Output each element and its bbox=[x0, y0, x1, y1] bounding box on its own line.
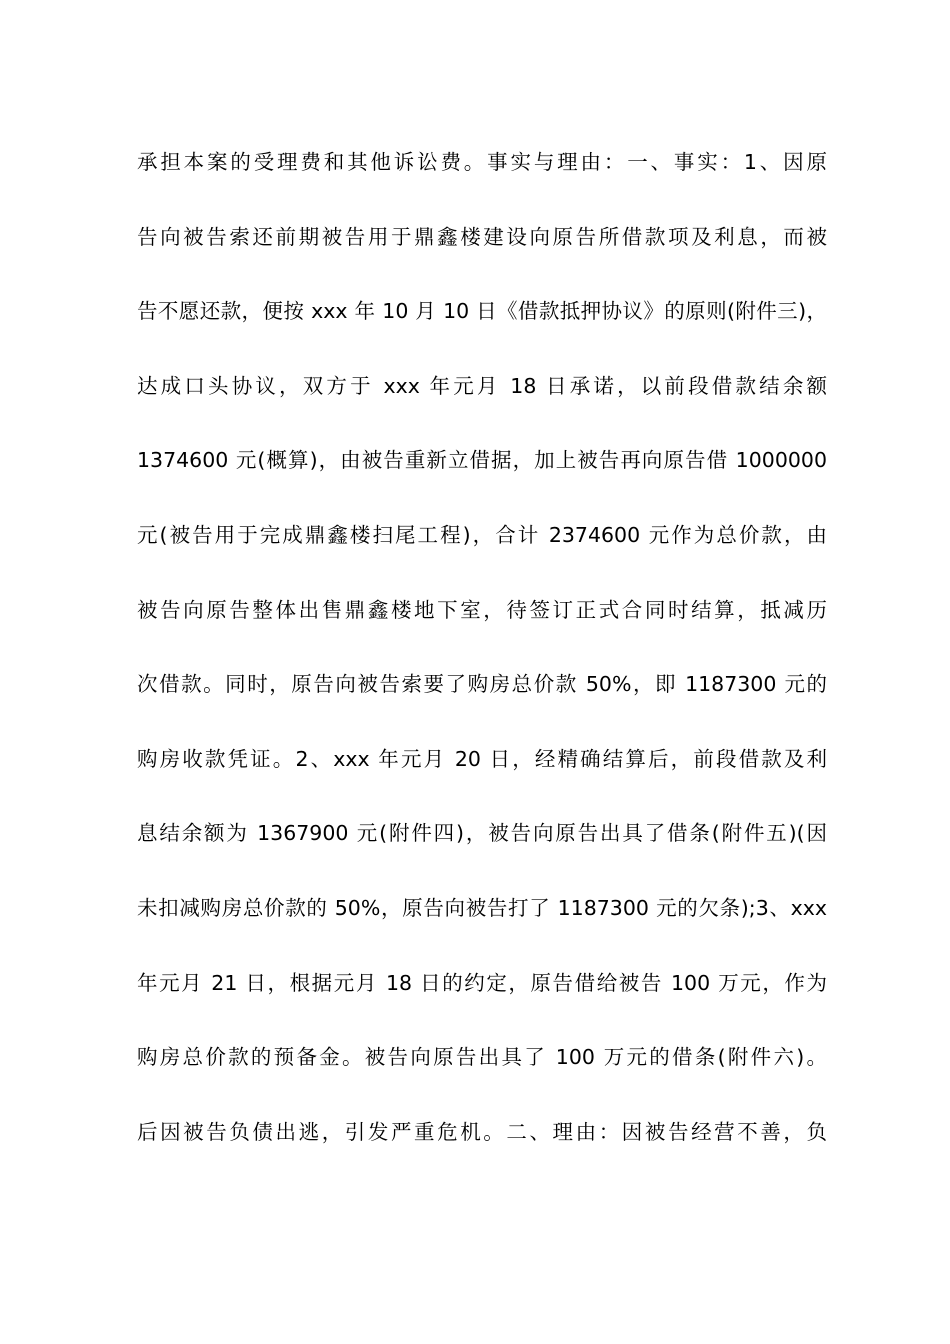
text-line: 被告向原告整体出售鼎鑫楼地下室，待签订正式合同时结算，抵减历 bbox=[137, 597, 827, 622]
text-line: 未扣减购房总价款的 50%，原告向被告打了 1187300 元的欠条);3、xxx bbox=[137, 895, 827, 920]
text-line: 告不愿还款，便按 xxx 年 10 月 10 日《借款抵押协议》的原则(附件三)， bbox=[137, 299, 827, 324]
text-line: 元(被告用于完成鼎鑫楼扫尾工程)，合计 2374600 元作为总价款，由 bbox=[137, 522, 827, 547]
body-text bbox=[137, 141, 827, 1185]
text-line: 年元月 21 日，根据元月 18 日的约定，原告借给被告 100 万元，作为 bbox=[137, 970, 827, 995]
text-line: 承担本案的受理费和其他诉讼费。事实与理由：一、事实：1、因原 bbox=[137, 150, 827, 174]
text-line: 告向被告索还前期被告用于鼎鑫楼建设向原告所借款项及利息，而被 bbox=[137, 224, 827, 249]
text-line: 购房收款凭证。2、xxx 年元月 20 日，经精确结算后，前段借款及利 bbox=[137, 746, 827, 771]
text-line: 1374600 元(概算)，由被告重新立借据，加上被告再向原告借 1000000 bbox=[137, 448, 827, 473]
text-line: 次借款。同时，原告向被告索要了购房总价款 50%，即 1187300 元的 bbox=[137, 672, 827, 697]
text-line: 息结余额为 1367900 元(附件四)，被告向原告出具了借条(附件五)(因 bbox=[137, 821, 827, 846]
text-line: 达成口头协议，双方于 xxx 年元月 18 日承诺，以前段借款结余额 bbox=[137, 373, 827, 398]
text-line: 后因被告负债出逃，引发严重危机。二、理由：因被告经营不善，负 bbox=[137, 1119, 827, 1144]
text-line: 购房总价款的预备金。被告向原告出具了 100 万元的借条(附件六)。 bbox=[137, 1045, 827, 1070]
